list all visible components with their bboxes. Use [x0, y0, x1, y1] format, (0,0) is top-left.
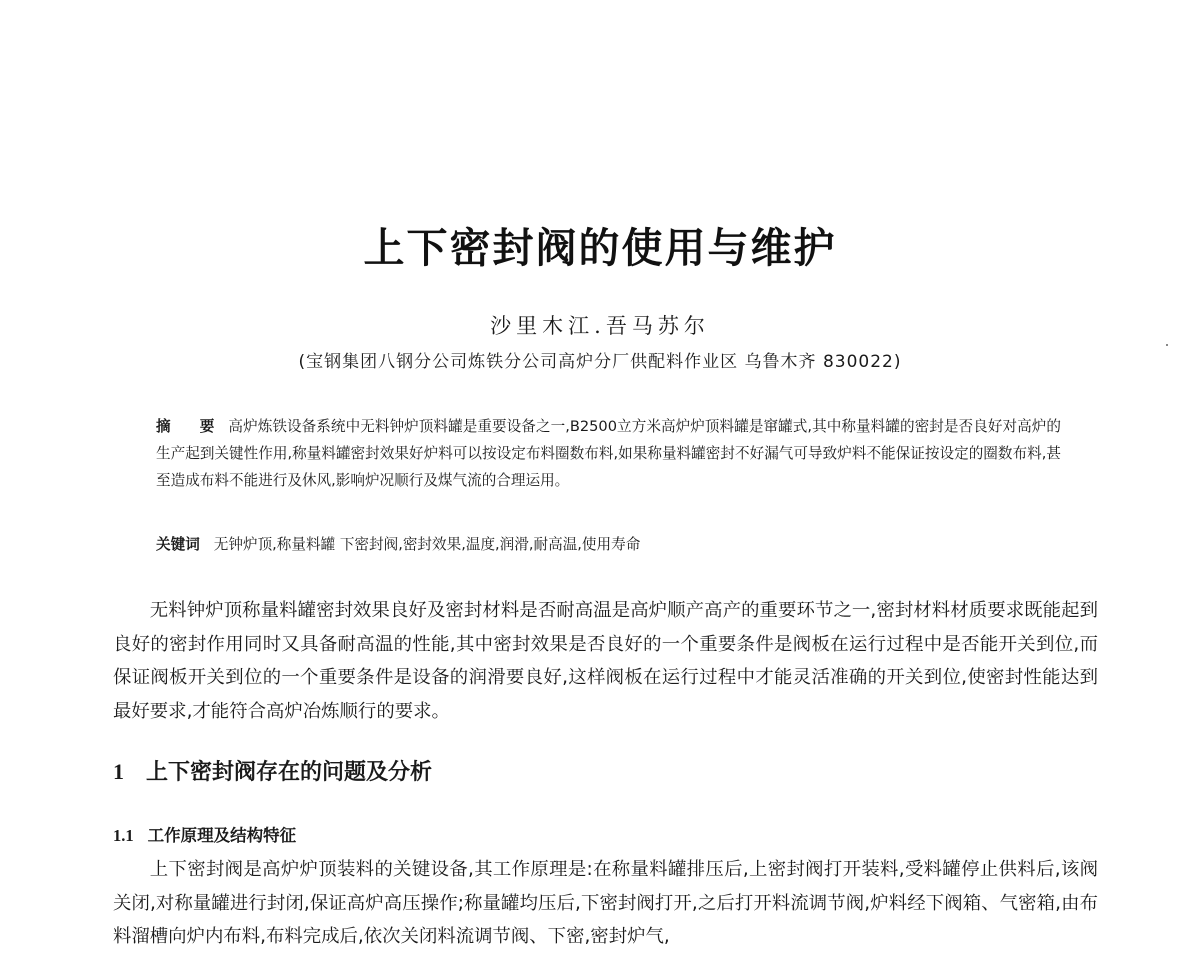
article-title: 上下密封阀的使用与维护: [363, 224, 837, 272]
section-title: 上下密封阀存在的问题及分析: [146, 760, 433, 785]
abstract-label: 摘 要: [156, 418, 227, 435]
subsection-title: 工作原理及结构特征: [147, 826, 297, 845]
author-affiliation: (宝钢集团八钢分公司炼铁分公司高炉分厂供配料作业区 乌鲁木齐 830022): [298, 352, 902, 372]
intro-paragraph: 无料钟炉顶称量料罐密封效果良好及密封材料是否耐高温是高炉顺产高产的重要环节之一,密封材料材质要求既能起到良好的密封作用同时又具备耐高温的性能,其中密封效果是否良好的一个重要条件是阀板在运行过程中是否能开关到位,而保证阀板开关到位的一个重要条件是设备的润滑要良好,这样阀板在运行过程中才能灵活准确的开关到位,使密封性能达到最好要求,才能符合高炉冶炼顺行的要求。: [113, 600, 1098, 722]
article-author: 沙里木江.吾马苏尔: [490, 314, 710, 338]
subsection-heading: [113, 822, 296, 850]
scan-speck: [1166, 344, 1168, 346]
abstract-block: [156, 413, 1061, 494]
body-paragraph: 上下密封阀是高炉炉顶装料的关键设备,其工作原理是:在称量料罐排压后,上密封阀打开装料,受料罐停止供料后,该阀关闭,对称量罐进行封闭,保证高炉高压操作;称量罐均压后,下密封阀打开,之后打开料流调节阀,炉料经下阀箱、气密箱,由布料溜槽向炉内布料,布料完成后,依次关闭料流调节阀、下密,密封炉气,: [113, 859, 1098, 947]
keywords-text: 无钟炉顶,称量料罐 下密封阀,密封效果,温度,润滑,耐高温,使用寿命: [213, 536, 641, 553]
keywords-block: [156, 531, 1061, 558]
section-heading: [113, 755, 432, 790]
abstract-text: 高炉炼铁设备系统中无料钟炉顶料罐是重要设备之一,B2500立方米高炉炉顶料罐是窜罐式,其中称量料罐的密封是否良好对高炉的生产起到关键性作用,称量料罐密封效果好炉料可以按设定布料圈数布料,如果称量料罐密封不好漏气可导致炉料不能保证按设定的圈数布料,甚至造成布料不能进行及休风,影响炉况顺行及煤气流的合理运用。: [156, 418, 1061, 489]
subsection-number: 1.1: [113, 826, 134, 845]
keywords-label: 关键词: [156, 536, 200, 553]
section-number: 1: [113, 759, 124, 784]
